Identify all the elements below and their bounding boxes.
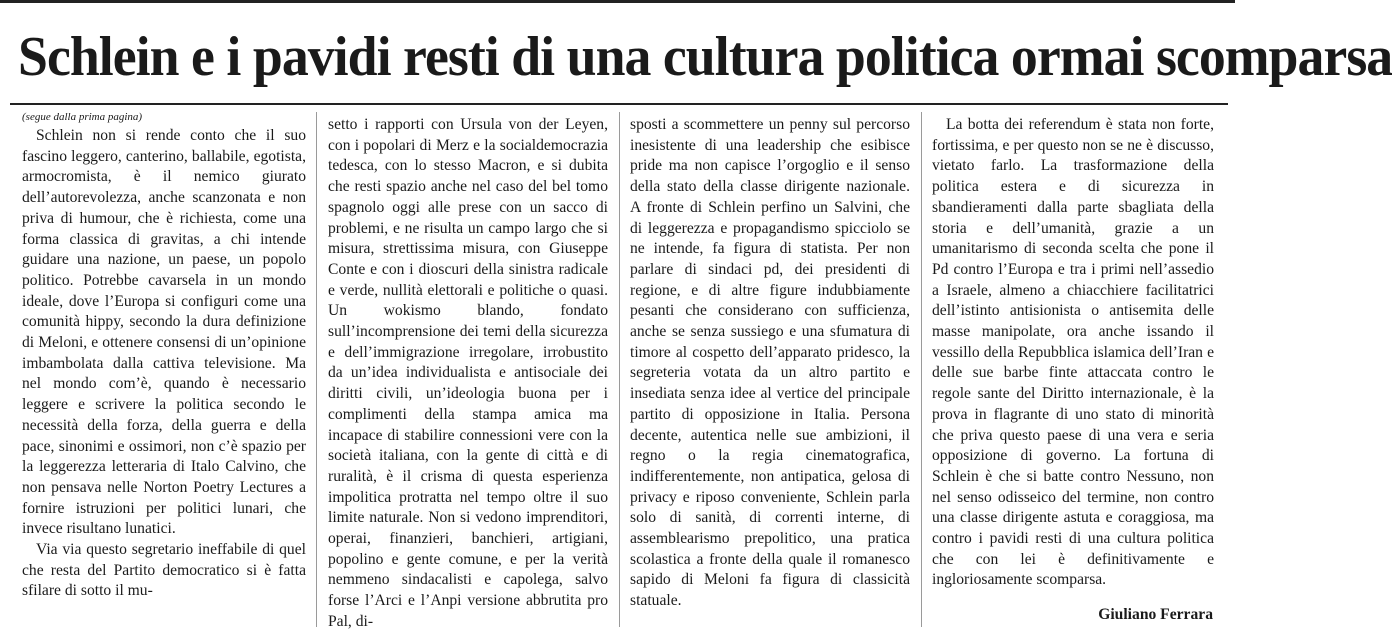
paragraph: setto i rapporti con Ursula von der Leyen, con i popolari di Merz e la socialdemocrazia tedesca, con lo stesso Macron, e si dubita che resti spazio anche nel caso del bel tomo spagnolo oggi alle prese con un sacco di problemi, e ne risulta un campo largo che si misura, strettissima misura, con Giuseppe Conte e con i dioscuri della sinistra radicale e verde, nullità elettorali e politiche o quasi. Un wokismo blando, fondato sull’incomprensione dei temi della sicurezza e dell’immigrazione irregolare, irrobustito da un’idea individualista e antisociale dei diritti civili, un’ideologia buona per i complimenti della stampa amica ma incapace di stabilire connessioni vere con la società italiana, con la gente di città e di ruralità, è il crisma di questa esperienza impolitica protratta nel tempo oltre il suo limite naturale. Non si vedono imprenditori, operai, finanzieri, banchieri, artigiani, popolino e gente comune, e per la verità nemmeno sindacalisti e capolega, salvo forse l’Arci e l’Anpi versione abbrutita pro Pal, di- <box>328 116 608 630</box>
paragraph: Via via questo segretario ineffabile di quel che resta del Partito democratico si è fatta sfilare di sotto il mu- <box>22 541 306 600</box>
headline: Schlein e i pavidi resti di una cultura politica ormai scomparsa <box>18 26 1392 88</box>
paragraph: La botta dei referendum è stata non forte, fortissima, e per questo non se ne è discusso, vietato farlo. La trasformazione della politica estera e di sicurezza in sbandieramenti dalla parte sbagliata della storia e dell’umanità, grazie a un umanitarismo di seconda scelta che pone il Pd contro l’Europa e tra i primi nell’assedio a Israele, almeno a chiacchiere facilitatrici dell’istinto antisionista o antisemita delle masse manipolate, ora anche issando il vessillo della Repubblica islamica dell’Iran e delle sue barbe finte attaccata contro le regole sante del Diritto internazionale, è la prova in flagrante di uno stato di minorità che priva questo paese di una vera e seria opposizione di governo. La fortuna di Schlein è che si batte contro Nessuno, non nel senso odisseico del termine, non contro una classe dirigente astuta e coraggiosa, ma contro i pavidi resti di una cultura politica che con lei è definitivamente e ingloriosamente scomparsa. <box>932 116 1214 589</box>
top-rule <box>0 0 1235 3</box>
column-2 <box>328 115 608 633</box>
paragraph: Schlein non si rende conto che il suo fascino leggero, canterino, ballabile, egotista, armocromista, è il nemico giurato dell’autorevolezza, anche scanzonata e non priva di humour, che è richiesta, come una forma classica di gravitas, a chi intende guidare una nazione, un paese, un popolo politico. Potrebbe cavarsela in un mondo ideale, dove l’Europa si configuri come una comunità hippy, secondo la dura definizione di Meloni, e ottenere consensi di un’opinione imbambolata dalla cattiva televisione. Ma nel mondo com’è, quando è necessario leggere e scrivere la politica secondo le necessità della forza, della guerra e della pace, sinonimi e ossimori, non c’è spazio per la leggerezza letteraria di Italo Calvino, che non pensava nelle Norton Poetry Lectures a fornire istruzioni per politici lunari, che invece risultano lunatici. <box>22 127 306 538</box>
column-divider <box>921 112 922 627</box>
column-3 <box>630 115 910 612</box>
column-1 <box>22 110 306 602</box>
byline: Giuliano Ferrara <box>1098 606 1213 623</box>
column-4 <box>932 115 1214 591</box>
paragraph: sposti a scommettere un penny sul percorso inesistente di una leadership che esibisce pride ma non capisce l’orgoglio e il senso della stato della classe dirigente nazionale. A fronte di Schlein perfino un Salvini, che di leggerezza e propagandismo spicciolo se ne intende, fa figura di statista. Per non parlare di sindaci pd, dei presidenti di regione, e di altre figure indubbiamente pesanti che considerano con sufficienza, anche se senza sussiego e una sfumatura di timore al cospetto dell’apparato pridesco, la segreteria votata da un altro partito e insediata senza idee al vertice del principale partito di opposizione in Italia. Persona decente, autentica nelle sue ambizioni, il regno o la regia cinematografica, indifferentemente, non antipatica, gelosa di privacy e riposo conveniente, Schlein parla solo di sanità, di correnti interne, di assemblearismo prepolitico, una pratica scolastica a fronte della quale il romanesco sapido di Meloni fa figura di classicità statuale. <box>630 116 910 610</box>
column-divider <box>619 112 620 627</box>
continuation-note: (segue dalla prima pagina) <box>22 111 143 123</box>
headline-rule <box>10 103 1228 105</box>
column-divider <box>316 112 317 627</box>
